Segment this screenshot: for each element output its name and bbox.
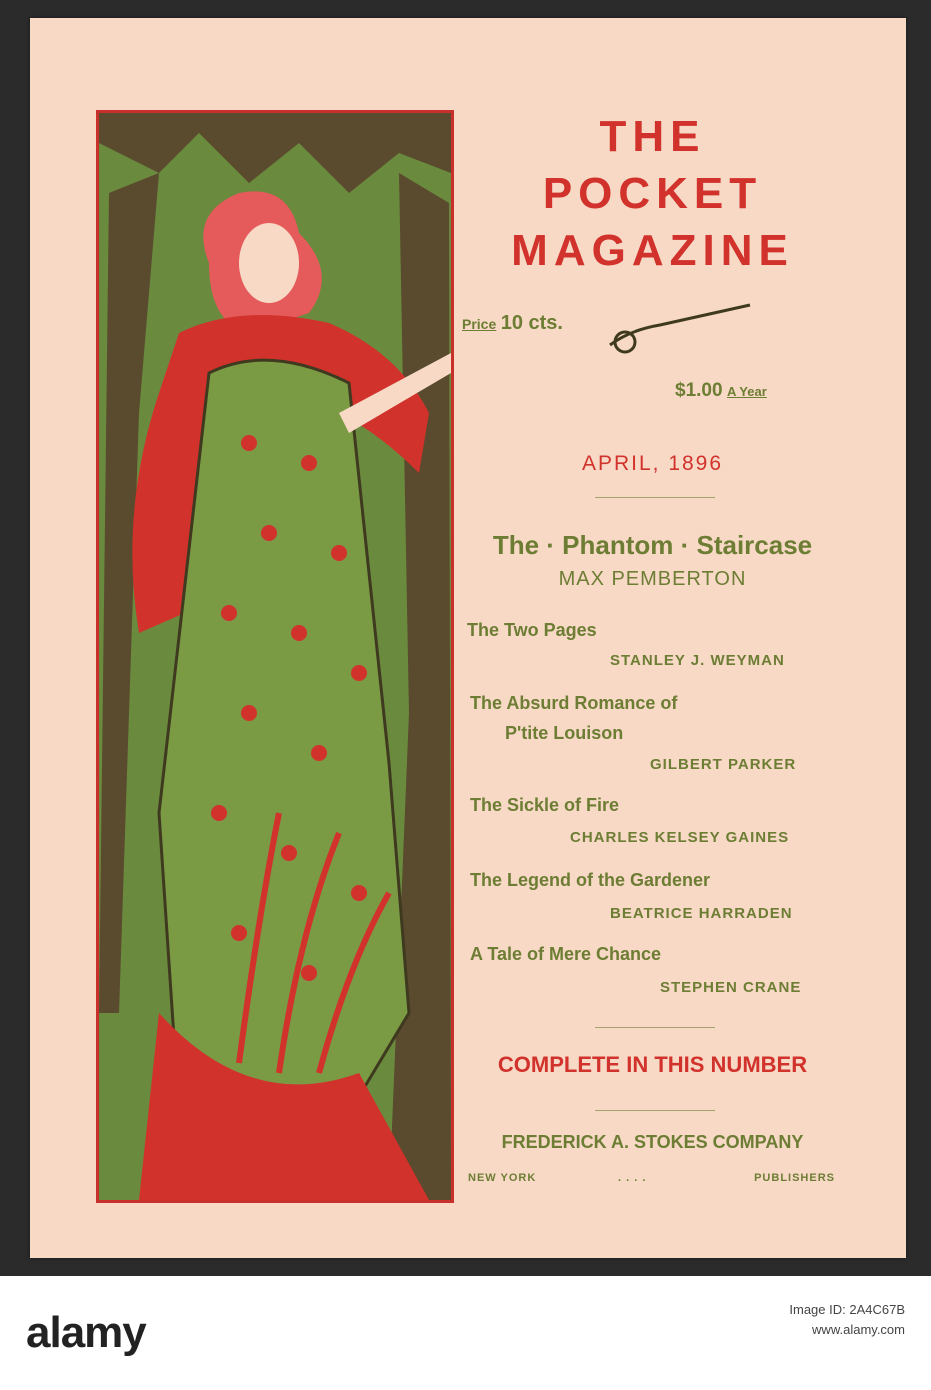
story-author: BEATRICE HARRADEN bbox=[610, 905, 793, 922]
story-title: The Two Pages bbox=[467, 620, 597, 640]
story-author: STANLEY J. WEYMAN bbox=[610, 652, 785, 669]
price-label: Price bbox=[462, 316, 497, 332]
story-title: The Absurd Romance of bbox=[470, 693, 678, 713]
title-line-3: MAGAZINE bbox=[511, 226, 794, 275]
publisher-role: PUBLISHERS bbox=[754, 1172, 835, 1184]
publisher-city: NEW YORK bbox=[468, 1172, 537, 1184]
story-author: GILBERT PARKER bbox=[650, 756, 797, 773]
stock-url[interactable]: www.alamy.com bbox=[812, 1322, 905, 1337]
stock-logo[interactable]: alamy bbox=[26, 1308, 146, 1357]
woman-illustration bbox=[99, 113, 451, 1200]
complete-text: COMPLETE IN THIS NUMBER bbox=[497, 1052, 808, 1077]
divider-3 bbox=[595, 1110, 715, 1111]
issue-date: APRIL, 1896 bbox=[581, 452, 724, 475]
lead-story-title: The · Phantom · Staircase bbox=[492, 530, 813, 560]
story-title: The Sickle of Fire bbox=[470, 795, 620, 815]
story-title: The Legend of the Gardener bbox=[470, 870, 711, 890]
title-line-1: THE bbox=[599, 112, 706, 161]
story-author: STEPHEN CRANE bbox=[660, 979, 802, 996]
illustration-panel bbox=[96, 110, 454, 1203]
price-value: 10 cts. bbox=[500, 312, 563, 334]
publisher-line bbox=[468, 1172, 835, 1184]
divider-2 bbox=[595, 1027, 715, 1028]
price bbox=[462, 312, 563, 335]
stock-meta bbox=[789, 1300, 905, 1340]
image-id: Image ID: 2A4C67B bbox=[789, 1302, 905, 1317]
story-author: CHARLES KELSEY GAINES bbox=[570, 829, 790, 846]
story-title: A Tale of Mere Chance bbox=[470, 944, 662, 964]
story-title-continued: P'tite Louison bbox=[505, 723, 624, 743]
divider-1 bbox=[595, 497, 715, 498]
publisher-name: FREDERICK A. STOKES COMPANY bbox=[501, 1132, 804, 1152]
year-price-value: $1.00 bbox=[675, 380, 723, 401]
year-price bbox=[675, 380, 767, 402]
year-price-label: A Year bbox=[727, 384, 767, 399]
wand-illustration bbox=[600, 300, 760, 360]
publisher-dots: . . . . bbox=[618, 1172, 647, 1184]
lead-story-author: MAX PEMBERTON bbox=[558, 568, 747, 590]
title-line-2: POCKET bbox=[542, 169, 763, 218]
